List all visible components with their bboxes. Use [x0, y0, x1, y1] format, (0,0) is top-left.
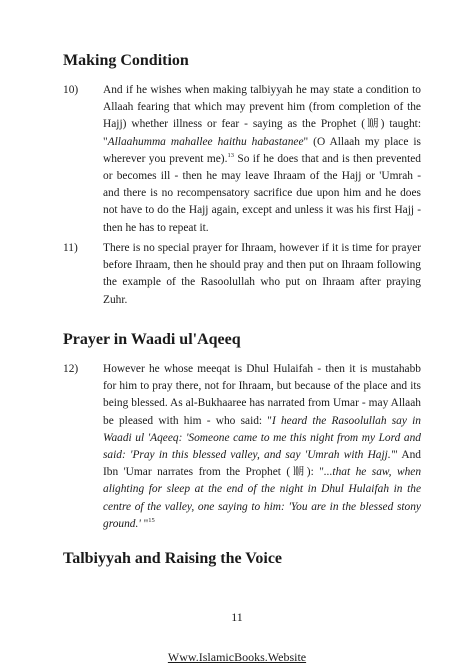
- page-number: 11: [231, 610, 243, 624]
- footnote-ref: 13: [227, 152, 234, 160]
- hadith-quote: I heard the Rasoolullah say in Waadi ul 'Aqeeq: 'Someone came to me this night from my Lord and said: 'Pray in this blessed valley, and say 'Umrah with Hajj.': [103, 414, 422, 462]
- paragraph-number: 10): [63, 84, 79, 96]
- footnote-ref: 15: [148, 517, 155, 525]
- dua-quote: Allaahumma mahallee haithu habastanee: [107, 135, 304, 148]
- paragraph-number: 11): [63, 242, 78, 254]
- website-footer: Www.IslamicBooks.Website: [167, 650, 307, 664]
- section-heading-making-condition: Making Condition: [63, 52, 189, 69]
- section-heading-talbiyyah: Talbiyyah and Raising the Voice: [63, 550, 283, 567]
- paragraph-text: There is no special prayer for Ihraam, however if it is time for prayer before Ihraam, then he should pray and then put on Ihraam following the example of the Rasoolullah who put on Ihraam after praying Zuhr.: [103, 242, 421, 306]
- paragraph-number: 12): [63, 363, 79, 375]
- section-heading-prayer-in-waadi: Prayer in Waadi ul'Aqeeq: [63, 331, 241, 348]
- hadith-quote: ...that he saw, when alighting for sleep at the end of the night in Dhul Hulaifah in the centre of the valley, one saying to him: 'You are in the blessed stony ground.': [103, 466, 422, 530]
- paragraph-text: And if he wishes when making talbiyyah he may state a condition to Allaah fearing that which may prevent him (from completion of the Hajj) whether illness or fear - saying as the Prophet (㋉) taught: "Allaahumma mahallee haithu habastanee" (O Allaah my place is wherever you prevent me).$^{13}$ So if he does that and is then prevented or becomes ill - then he may leave Ihraam of the Hajj or 'Umrah - and there is no recompensatory sacrifice due upon him and he does not have to do the Hajj again, except and unless it was his first Hajj - then he has to repeat it.: [103, 84, 421, 234]
- paragraph-text: However he whose meeqat is Dhul Hulaifah - then it is mustahabb for him to pray there, not for Ihraam, but because of the place and its being blessed. As al-Bukhaaree has narrated from Umar - may Allaah be pleased with him - who said: "I heard the Rasoolullah say in Waadi ul 'Aqeeq: 'Someone came to me this night from my Lord and said: 'Pray in this blessed valley, and say 'Umrah with Hajj.'" And Ibn 'Umar narrates from the Prophet (㋉): "...that he saw, when alighting for sleep at the end of the night in Dhul Hulaifah in the centre of the valley, one saying to him: 'You are in the blessed stony ground.' "$^{15}$: [103, 363, 422, 530]
